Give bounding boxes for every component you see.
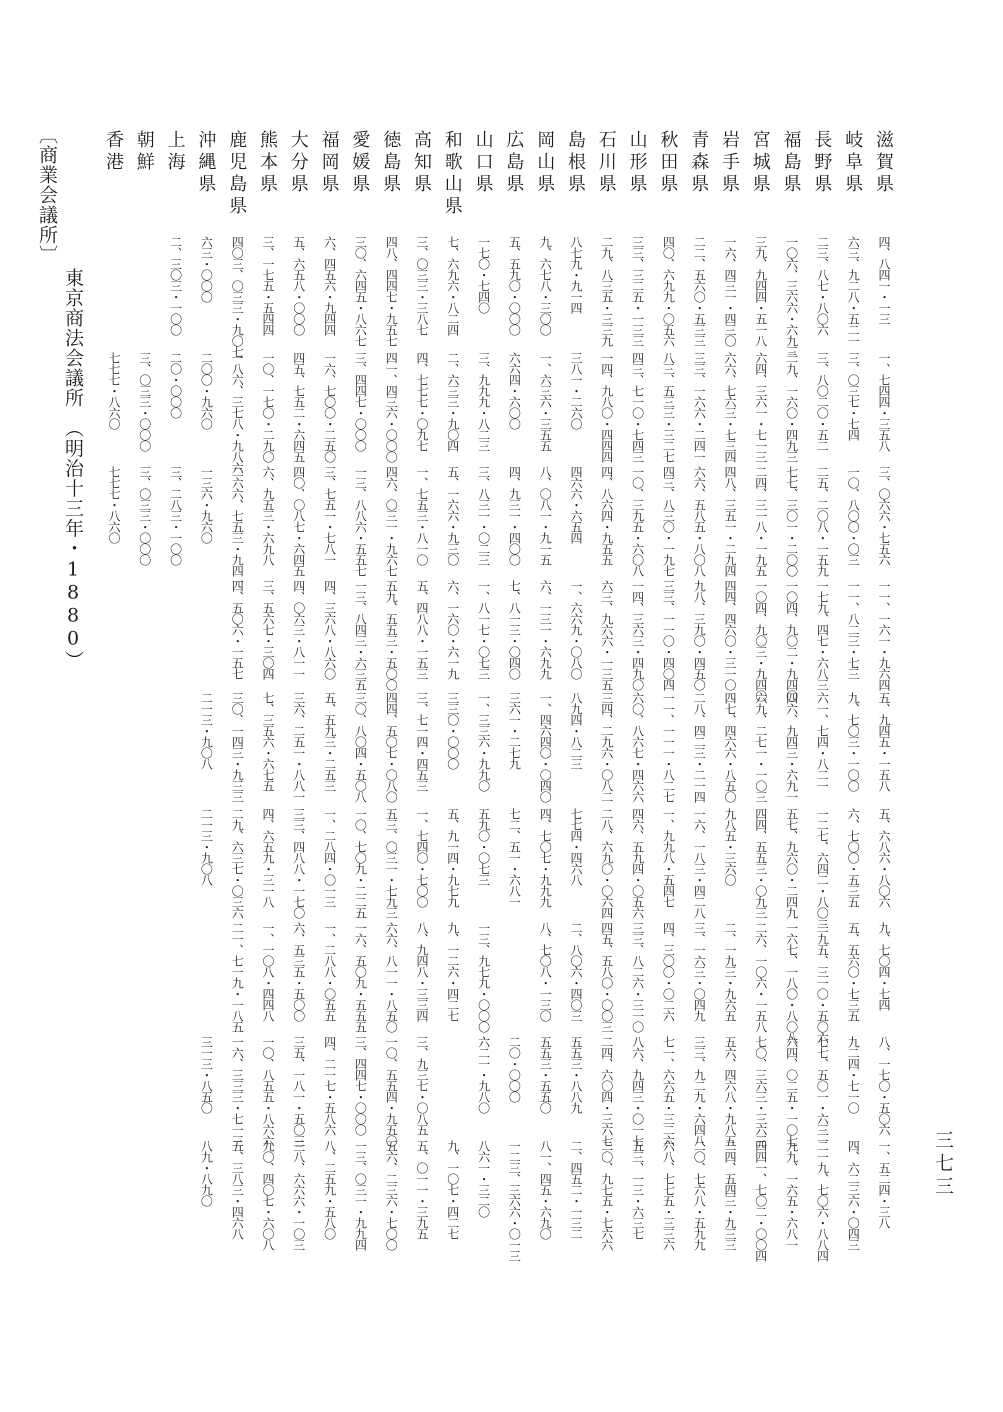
table-cell: 一七九、四七・六八三 <box>815 580 830 690</box>
table-cell: 八六一・三二〇 <box>476 1140 491 1217</box>
table-cell: 三三、一六六・二四一 <box>692 352 707 462</box>
table-cell: 二八、六九〇・〇六四 <box>599 808 614 918</box>
table-cell: 二八、四二三・二一四 <box>692 692 707 802</box>
table-cell: 二〇・〇〇〇 <box>507 1036 522 1102</box>
table-cell: 三、〇三七・七四 <box>846 352 861 440</box>
table-cell: 八、七〇八・一三〇 <box>538 922 553 1021</box>
region-name: 島根県 <box>565 130 586 196</box>
table-cell: 四、三〇〇・〇二六 <box>661 922 676 1021</box>
table-cell: 九、七〇三・一〇〇 <box>846 692 861 791</box>
table-cell: 二、一九三・九六五 <box>723 922 737 1021</box>
table-cell: 七七四・四六八 <box>569 808 583 885</box>
table-cell: 一四、三六三・四九〇 <box>630 580 645 690</box>
region-name: 大分県 <box>287 130 309 196</box>
table-cell: 四、七〇七・九九九 <box>538 808 553 907</box>
region-name: 山口県 <box>472 130 494 196</box>
table-cell: 三、〇三三・〇〇〇 <box>137 466 152 565</box>
table-cell: 六、五三五・五〇〇 <box>291 922 306 1021</box>
table-cell: 六九、二七一・一〇三 <box>753 692 768 802</box>
source-title: 東京商法会議所 （明治十三年・1880） <box>62 268 84 671</box>
table-cell: 一三、九七九・〇〇〇 <box>476 922 491 1032</box>
table-cell: 一、七五三・八一〇 <box>415 466 429 565</box>
table-cell: 八、二五九・五八〇 <box>322 1140 337 1239</box>
table-cell: 三三、八二六・三一〇 <box>630 922 645 1032</box>
table-cell: 三、八三一・〇二三 <box>476 466 491 565</box>
table-cell: 一四、九八〇・四四四 <box>599 352 614 462</box>
region-name: 岡山県 <box>534 130 556 196</box>
table-cell: 二九、六三七・〇三六 <box>230 808 245 918</box>
table-cell: 一、九九八・五四七 <box>661 808 676 907</box>
table-cell: 一七〇・七四〇 <box>476 236 491 313</box>
table-cell: 六、九五三・六九八 <box>261 466 275 565</box>
table-cell: 二一、七一九・一八五 <box>230 922 245 1032</box>
table-cell: 五六、四六八・九八五 <box>723 1036 737 1146</box>
table-cell: 五三、一三・六三七 <box>630 1140 645 1239</box>
table-cell: 五、四八八・一五三 <box>415 580 429 679</box>
table-cell: 二一三・九〇八 <box>199 692 214 769</box>
table-cell: 一、四六四〇・〇四〇 <box>538 692 553 802</box>
table-cell: 二一三・九〇八 <box>199 808 214 885</box>
region-name: 滋賀県 <box>873 130 894 196</box>
table-cell: 二〇〇・九六〇 <box>199 352 214 429</box>
table-cell: 八一、四五・六九〇 <box>538 1140 553 1239</box>
table-cell: 八九・八九〇 <box>199 1140 214 1206</box>
region-name: 朝鮮 <box>133 130 155 174</box>
table-cell: 一〇、五五四・九五〇 <box>384 1036 399 1146</box>
table-cell: 一一、一六一・九六四 <box>877 580 891 690</box>
region-name: 宮城県 <box>749 130 771 196</box>
table-cell: 四六六・六五四 <box>569 466 583 543</box>
region-name: 長野県 <box>811 130 833 196</box>
table-cell: 三八一・二六〇 <box>569 352 583 429</box>
table-cell: 一、二八四・〇一三 <box>322 808 337 907</box>
table-cell: 五、五六〇・七三五 <box>846 922 861 1021</box>
table-cell: 九、七〇四・七四 <box>877 922 891 1010</box>
table-cell: 一三六・九六〇 <box>199 466 214 543</box>
table-cell: 八、一七〇・五〇六 <box>877 1036 891 1135</box>
table-cell: 七、八一三・〇四〇 <box>507 580 522 679</box>
table-cell: 一、六六九・〇八〇 <box>569 580 583 679</box>
table-cell: 一六七、一八〇・八〇八 <box>784 922 799 1043</box>
table-cell: 四四一、七〇二・〇〇四 <box>753 1140 768 1261</box>
table-cell: 五五三・八八九 <box>569 1036 583 1113</box>
table-cell: 四、八六四・九五五 <box>599 466 614 565</box>
table-cell: 三、七一四・四五三 <box>415 692 429 791</box>
table-cell: 五三、〇三一・七九三 <box>384 808 399 918</box>
table-cell: 四、二一七・五八六 <box>322 1036 337 1135</box>
table-cell: 九、一〇七・四二七 <box>445 1140 460 1239</box>
table-cell: 一、三三六・九九〇 <box>476 692 491 791</box>
table-cell: 七二、五一・六八一 <box>507 808 522 907</box>
table-cell: 一〇四、九〇三・九四〇 <box>753 580 768 701</box>
table-cell: 七七、三〇一・二〇〇 <box>784 466 799 576</box>
table-cell: 一〇、三九五・六〇八 <box>630 466 645 576</box>
table-cell: 五六、二三六・七〇〇 <box>384 1140 399 1250</box>
table-cell: 一一、八二三・七三 <box>846 580 861 679</box>
table-cell: 三三、三二五・一三三 <box>630 236 645 346</box>
table-cell: 二四、六〇四・三六七 <box>599 1036 614 1146</box>
table-cell: 一、八一七・〇七三 <box>476 580 491 679</box>
table-cell: 一三、八八六・五五七 <box>353 466 368 576</box>
table-cell: 二六、一〇六・一五八 <box>753 922 768 1032</box>
table-cell: 九、六七八・三〇〇 <box>538 236 553 335</box>
table-cell: 四四、四六〇・三一〇 <box>723 580 737 690</box>
table-cell: 三九、九四四・五一八 <box>753 236 768 346</box>
table-cell: 六、一三一・六九九 <box>538 580 553 679</box>
table-cell: 三〇、六四五・八六七 <box>353 236 368 346</box>
table-cell: 七、六九六・八二四 <box>445 236 460 335</box>
table-cell: 二、三〇三・一〇〇 <box>168 236 183 335</box>
table-cell: 六、一六〇・六一九 <box>445 580 460 679</box>
table-cell: 五、六八六・八〇六 <box>877 808 891 907</box>
table-cell: 一〇、七〇九・二二五 <box>353 808 368 918</box>
table-cell: 三三、九二九・六四八 <box>692 1036 707 1146</box>
page-number: 三七三 <box>932 1130 954 1199</box>
table-cell: 二五、二〇八・一五九 <box>815 466 830 576</box>
table-cell: 二〇・〇〇〇 <box>168 352 183 418</box>
table-cell: 五七、九六〇・二四九 <box>784 808 799 918</box>
table-cell: 一六、一八三・四二八 <box>692 808 707 918</box>
table-cell: 二、四五二・一三二 <box>569 1140 583 1239</box>
table-cell: 六、七〇〇・五三五 <box>846 808 861 907</box>
table-cell: 二九、八三五・三三九 <box>599 236 614 346</box>
table-cell: 八六、九四三・〇一七 <box>630 1036 645 1146</box>
table-cell: 四〇、〇八七・六四五 <box>291 466 306 576</box>
table-cell: 六一、七四・八二一 <box>815 692 830 791</box>
table-cell: 二三、八七・八〇六 <box>815 236 830 335</box>
table-cell: 六八、七七五・三三六 <box>661 1140 676 1250</box>
table-cell: 二一九、七〇六・八八四 <box>815 1140 830 1261</box>
table-cell: 四、七七七・〇九七 <box>415 352 429 451</box>
region-name: 山形県 <box>626 130 648 196</box>
table-cell: 三、一六三・〇四九 <box>692 922 707 1021</box>
table-cell: 九八、三九〇・四五〇 <box>692 580 707 690</box>
table-cell: 三、七五一・七八一 <box>322 466 337 565</box>
table-cell: 三、一七五・五四四 <box>261 236 275 335</box>
table-cell: 四五、七五二・六四五 <box>291 352 306 462</box>
table-cell: 六、四五六・九四四 <box>322 236 337 335</box>
table-cell: 三、〇六六・七五六 <box>877 466 891 565</box>
table-cell: 三五、一八一・五〇三 <box>291 1036 306 1146</box>
region-name: 鹿児島県 <box>226 130 248 218</box>
table-cell: 六六、七六三・七三四 <box>723 352 737 462</box>
table-cell: 四七、四六六・八五〇 <box>723 692 737 802</box>
table-cell: 二〇、九七五・七六六 <box>599 1140 614 1250</box>
table-cell: 六四、三六一・七一三 <box>753 352 768 462</box>
region-name: 上海 <box>164 130 186 174</box>
table-cell: 四一、四三六・〇〇〇 <box>384 352 399 462</box>
table-cell: 一、五二四・三八 <box>877 1140 891 1228</box>
table-cell: 一六、五〇九・五五五 <box>353 922 368 1032</box>
table-cell: 三六一・二七九 <box>507 692 522 769</box>
table-cell: 三三〇・〇〇〇 <box>445 692 460 769</box>
table-cell: 二九、一六〇・四九三 <box>784 352 799 462</box>
table-cell: 六〇、八六七・四六六 <box>630 692 645 802</box>
table-cell: 六六四・六〇〇 <box>507 352 522 429</box>
region-name: 福島県 <box>780 130 802 196</box>
table-cell: 二、八〇六・四〇三 <box>569 922 583 1021</box>
table-cell: 三六、二五一・八八一 <box>291 692 306 802</box>
region-name: 岐阜県 <box>842 130 864 196</box>
table-cell: 六三、九六六・一三五 <box>599 580 614 690</box>
table-cell: 四六、〇三一・九六七 <box>384 466 399 576</box>
table-cell: 五、三八三・四六八 <box>230 1140 245 1239</box>
table-cell: 四、九三一・四〇〇 <box>507 466 522 565</box>
table-cell: 三〇、一四三・九三三 <box>230 692 245 802</box>
table-cell: 五、一六六・九三〇 <box>445 466 460 565</box>
table-cell: 六六、五八五・八〇八 <box>692 466 707 576</box>
region-name: 愛媛県 <box>349 130 371 196</box>
table-cell: 三、四四七・〇〇〇 <box>353 352 368 451</box>
table-cell: 二二、五六〇・五三三 <box>692 236 707 346</box>
table-cell: 九〇、四〇七・六〇八 <box>261 1140 275 1250</box>
region-name: 石川県 <box>595 130 617 196</box>
table-cell: 二六六、七五三・九四一 <box>230 466 245 587</box>
table-cell: 三三、一一〇・四〇四 <box>661 580 676 690</box>
table-cell: 四、〇六三・八一一 <box>291 580 306 679</box>
section-label: 〔商業会議所〕 <box>36 125 58 265</box>
table-cell: 四四、五〇七・〇八〇 <box>384 692 399 802</box>
region-name: 香港 <box>103 130 124 174</box>
table-cell: 四〇三、〇三三・九〇七 <box>230 236 245 357</box>
table-cell: 七七、五〇一・六三一 <box>815 1036 830 1146</box>
table-cell: 一六、三三三・七一三 <box>230 1036 245 1146</box>
table-cell: 一三、〇三一・九九四 <box>353 1140 368 1250</box>
region-name: 岩手県 <box>719 130 740 196</box>
region-name: 徳島県 <box>380 130 402 196</box>
table-cell: 一〇、八〇〇・〇三 <box>846 466 861 565</box>
table-cell: 一〇六、三六六・六九三 <box>784 236 799 357</box>
table-cell: 六三、九二八・五二一 <box>846 236 861 346</box>
table-cell: 三一三・八五〇 <box>199 1036 214 1113</box>
region-name: 福岡県 <box>318 130 340 196</box>
table-cell: 五、五九〇・〇〇〇 <box>507 236 522 335</box>
table-cell: 三、〇三三・三八七 <box>415 236 429 335</box>
table-cell: 八、〇八一・九一五 <box>538 466 553 565</box>
table-cell: 八七九・九一四 <box>569 236 583 313</box>
table-cell: 七〇、三六三・三六三 <box>753 1036 768 1146</box>
table-cell: 四八、四四七・九五七 <box>384 236 399 346</box>
table-cell: 三、九三七・〇八五 <box>415 1036 429 1135</box>
table-cell: 一、六三六・三五五 <box>538 352 553 451</box>
table-cell: 九、一二六・四二七 <box>445 922 460 1021</box>
table-cell: 三三、四八八・一七〇 <box>291 808 306 918</box>
table-cell: 九八五・三六〇 <box>723 808 737 885</box>
table-cell: 三、八〇二〇・五二 <box>815 352 830 451</box>
table-cell: 三、九九九・八二三 <box>476 352 491 451</box>
table-cell: 四六、五九四・〇五六 <box>630 808 645 918</box>
table-cell: 五、九四五・一五八 <box>877 692 891 791</box>
table-cell: 一〇、八五五・八六六 <box>261 1036 275 1146</box>
table-cell: 五、九一四・九七九 <box>445 808 460 907</box>
table-cell: 四〇、六九九・〇五六 <box>661 236 676 346</box>
table-cell: 五五三・五五〇 <box>538 1036 553 1113</box>
table-cell: 六三・〇〇〇 <box>199 236 214 302</box>
table-cell: 三、〇三三・〇〇〇 <box>137 352 152 451</box>
region-name: 広島県 <box>503 130 525 196</box>
table-cell: 四、六二三六・〇四三 <box>846 1140 861 1250</box>
table-cell: 五、五九三・二五三 <box>322 692 337 791</box>
table-cell: 一、二八八・〇五五 <box>322 922 337 1021</box>
table-cell: 七一、六六五・三二六 <box>661 1036 676 1146</box>
table-cell: 四三、八三〇・一九七 <box>661 466 676 576</box>
table-cell: 二九五、三一〇・五〇六 <box>815 922 830 1043</box>
table-cell: 八三、五三三・三二七 <box>661 352 676 462</box>
table-cell: 四、八四一・一三 <box>877 236 891 324</box>
region-name: 沖縄県 <box>195 130 217 196</box>
table-cell: 四、三六八・八六〇 <box>322 580 337 679</box>
table-cell: 六六、八一一・八五〇 <box>384 922 399 1032</box>
table-cell: 七、三五六・六七五 <box>261 692 275 791</box>
table-cell: 五、〇一一・三九五 <box>415 1140 429 1239</box>
region-name: 和歌山県 <box>441 130 463 218</box>
region-name: 高知県 <box>411 130 432 196</box>
table-cell: 一六、四三一・四三〇 <box>723 236 737 346</box>
table-cell: 四四、五五三・〇九三 <box>753 808 768 918</box>
table-cell: 一〇四、九〇二・九四〇 <box>784 580 799 701</box>
table-cell: 二四、三一八・一九五 <box>753 466 768 576</box>
table-cell: 七七七・八六〇 <box>107 466 121 543</box>
region-name: 熊本県 <box>257 130 278 196</box>
table-cell: 九二四・七一〇 <box>846 1036 861 1113</box>
table-cell: 六二一・九八〇 <box>476 1036 491 1113</box>
table-cell: 四、五〇六・一五七 <box>230 580 245 679</box>
region-name: 秋田県 <box>657 130 679 196</box>
table-cell: 一六、七〇〇・二五〇 <box>322 352 337 462</box>
table-cell: 四三、七一〇・七四三 <box>630 352 645 462</box>
table-cell: 五九〇・〇七三 <box>476 808 491 885</box>
table-cell: 三、二八三・一〇〇 <box>168 466 183 565</box>
table-cell: 三、四四七・〇〇〇 <box>353 1036 368 1135</box>
table-cell: 二〇、七六八・五九九 <box>692 1140 707 1250</box>
table-cell: 一、七四〇・七〇〇 <box>415 808 429 907</box>
table-cell: 四六、九四三・六九一 <box>784 692 799 802</box>
table-cell: 二四、五四三・九三三 <box>723 1140 737 1250</box>
table-cell: 四、六五九・三一八 <box>261 808 275 907</box>
table-cell: 一八六、三七八・九八六 <box>230 352 245 473</box>
table-cell: 一三、八四三・六三五 <box>353 580 368 690</box>
table-cell: 九九、一六五・六八一 <box>784 1140 799 1250</box>
table-cell: 一〇、一七〇・二九〇 <box>261 352 275 462</box>
table-cell: 五、六五八・〇〇〇 <box>291 236 306 335</box>
region-name: 青森県 <box>688 130 710 196</box>
table-cell: 三〇、八〇四・五〇八 <box>353 692 368 802</box>
table-cell: 三八、六六六・一〇三 <box>291 1140 306 1250</box>
table-cell: 一、七四四・三五八 <box>877 352 891 451</box>
table-cell: 八、九四八・三三四 <box>415 922 429 1021</box>
table-cell: 七七七・八六〇 <box>107 352 121 429</box>
table-cell: 一二三、三六六・〇一三 <box>507 1140 522 1261</box>
table-cell: 一一、一一一・八二七 <box>661 692 676 802</box>
table-cell: 二、六三三・九〇四 <box>445 352 460 451</box>
table-cell: 六四、〇二五・一〇七 <box>784 1036 799 1146</box>
table-cell: 三、五六七・三〇四 <box>261 580 275 679</box>
table-cell: 三四、二九六・〇八二 <box>599 692 614 802</box>
table-cell: 五九、五五三・五〇〇 <box>384 580 399 690</box>
table-cell: 一、一〇八・四四八 <box>261 922 275 1021</box>
table-cell: 四五、五八〇・〇〇三 <box>599 922 614 1032</box>
table-cell: 一二七、六四二・八〇二 <box>815 808 830 929</box>
table-cell: 八九四・八二三 <box>569 692 583 769</box>
table-cell: 四八、三五一・二九四 <box>723 466 737 576</box>
